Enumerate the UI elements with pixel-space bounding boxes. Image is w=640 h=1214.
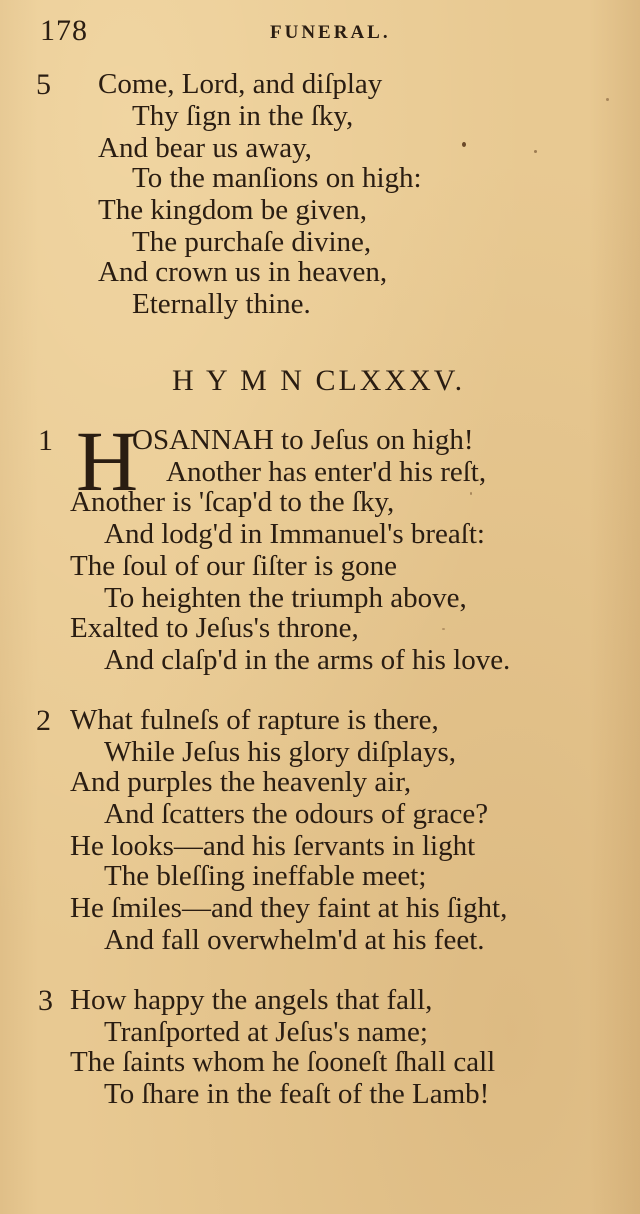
verse-line: Exalted to Jeſus's throne, [70, 612, 359, 644]
verse-line: And lodg'd in Immanuel's breaſt: [104, 518, 485, 550]
paper-speck [442, 628, 445, 630]
verse-line: To the manſions on high: [132, 162, 422, 194]
page-number: 178 [40, 14, 88, 47]
paper-speck [534, 150, 537, 153]
verse-line: And claſp'd in the arms of his love. [104, 644, 511, 676]
verse-line: Thy ſign in the ſky, [132, 100, 354, 132]
verse-line: Tranſported at Jeſus's name; [104, 1016, 428, 1048]
verse-line: While Jeſus his glory diſplays, [104, 736, 456, 768]
paper-speck [462, 142, 466, 147]
verse-line: And ſcatters the odours of grace? [104, 798, 489, 830]
verse-line: Eternally thine. [132, 288, 311, 320]
verse-line: To ſhare in the feaſt of the Lamb! [104, 1078, 490, 1110]
verse-line: And fall overwhelm'd at his feet. [104, 924, 485, 956]
verse-line: Come, Lord, and diſplay [98, 68, 383, 100]
verse-line: Another is 'ſcap'd to the ſky, [70, 486, 395, 518]
verse-line: The kingdom be given, [98, 194, 368, 226]
verse-line: The bleſſing ineffable meet; [104, 860, 427, 892]
running-head: FUNERAL. [270, 22, 391, 43]
verse-line: He looks—and his ſervants in light [70, 830, 476, 862]
verse-line: The purchaſe divine, [132, 226, 372, 258]
verse-line: The ſaints whom he ſooneſt ſhall call [70, 1046, 496, 1078]
verse-line: And crown us in heaven, [98, 256, 388, 288]
verse-line: And bear us away, [98, 132, 312, 164]
paper-speck [606, 98, 609, 101]
verse-line: What fulneſs of rapture is there, [70, 704, 439, 736]
verse-line: The ſoul of our ſiſter is gone [70, 550, 397, 582]
verse-line: How happy the angels that fall, [70, 984, 433, 1016]
drop-cap: H [76, 413, 139, 509]
stanza-number: 2 [36, 704, 51, 737]
verse-line: And purples the heavenly air, [70, 766, 412, 798]
page-header [0, 10, 640, 50]
verse-line: OSANNAH to Jeſus on high! [132, 424, 474, 456]
paper-speck [470, 492, 472, 495]
stanza-number: 3 [38, 984, 53, 1017]
verse-line: Another has enter'd his reſt, [166, 456, 487, 488]
stanza-number: 5 [36, 68, 51, 101]
verse-line: To heighten the triumph above, [104, 582, 467, 614]
hymn-title: H Y M N CLXXXV. [172, 364, 466, 397]
stanza-number: 1 [38, 424, 53, 457]
verse-line: He ſmiles—and they faint at his ſight, [70, 892, 508, 924]
